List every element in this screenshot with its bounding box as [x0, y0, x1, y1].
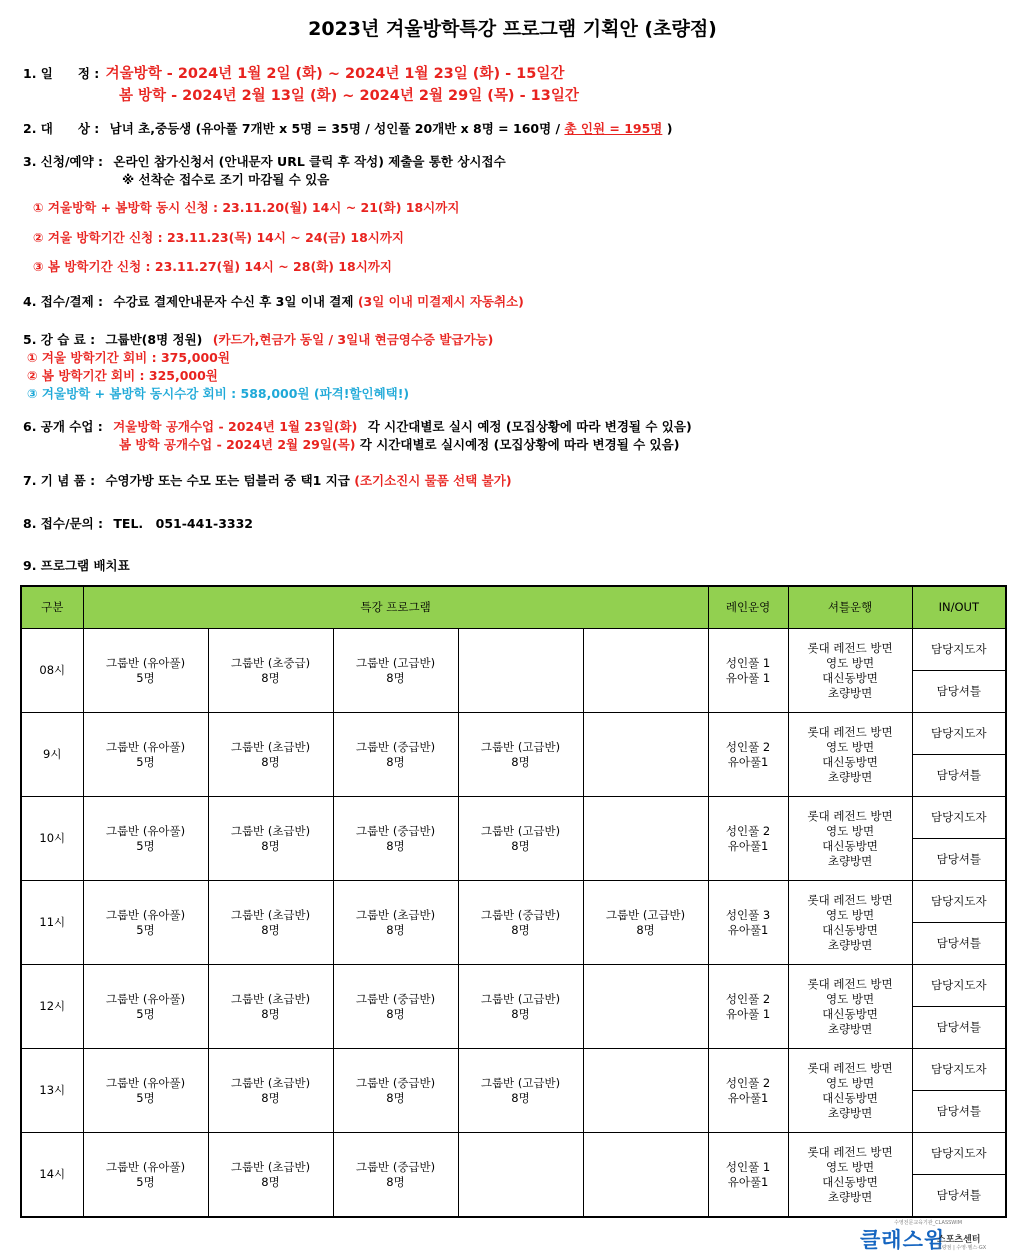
program-cell: [458, 797, 583, 881]
program-cell: [333, 1049, 458, 1133]
section-open-class: [23, 417, 692, 435]
io-instructor: 담당지도자: [912, 713, 1006, 755]
program-cell: [83, 1133, 208, 1218]
lane-cell: [708, 629, 788, 713]
program-name: 그룹반 (초급반): [230, 823, 311, 838]
shuttle-route: 대신동방면: [822, 1090, 878, 1105]
program-cell: [458, 881, 583, 965]
target-total: 총 인원 = 195명: [564, 121, 663, 136]
io-shuttle: 담당셔틀: [912, 923, 1006, 965]
program-name: 그룹반 (초급반): [230, 1075, 311, 1090]
program-name: 그룹반 (중급반): [355, 1159, 436, 1174]
shuttle-route: 롯대 레전드 방면: [807, 640, 893, 655]
io-instructor: 담당지도자: [912, 881, 1006, 923]
fee-note: (카드가,현금가 동일 / 3일내 현금영수증 발급가능): [212, 332, 494, 347]
program-cell: [208, 629, 333, 713]
program-name: 그룹반 (중급반): [355, 823, 436, 838]
fee-text: 그룹반(8명 정원): [105, 332, 203, 347]
program-capacity: 8명: [511, 1006, 530, 1021]
program-cell: [458, 713, 583, 797]
program-name: 그룹반 (초급반): [230, 907, 311, 922]
program-name: 그룹반 (유아풀): [105, 739, 186, 754]
fee-label: 5. 강 습 료 :: [23, 332, 96, 347]
program-capacity: 8명: [511, 922, 530, 937]
contact-phone: TEL. 051-441-3332: [113, 516, 254, 531]
program-capacity: 5명: [136, 922, 155, 937]
fee-spring: ② 봄 방학기간 회비 : 325,000원: [27, 368, 218, 383]
program-cell: [83, 881, 208, 965]
shuttle-route: 초량방면: [827, 1189, 873, 1204]
program-capacity: 5명: [136, 1090, 155, 1105]
program-name: 그룹반 (고급반): [480, 991, 561, 1006]
program-cell: [458, 1133, 583, 1218]
time-cell: 11시: [21, 881, 83, 965]
program-capacity: 8명: [261, 1174, 280, 1189]
fee-both: ③ 겨울방학 + 봄방학 동시수강 회비 : 588,000원 (파격!할인혜택!): [27, 386, 410, 401]
program-cell: [583, 965, 708, 1049]
section-program-table-label: 9. 프로그램 배치표: [23, 558, 130, 573]
program-cell: [333, 1133, 458, 1218]
program-capacity: 5명: [136, 754, 155, 769]
lane-cell: [708, 797, 788, 881]
program-capacity: 8명: [386, 1090, 405, 1105]
logo-branch: 초량점 | 수영·헬스·GX: [937, 1245, 987, 1251]
logo-sub: 스포츠센터: [937, 1235, 981, 1245]
open-class-winter-note: 각 시간대별로 실시 예정 (모집상황에 따라 변경될 수 있음): [367, 419, 692, 434]
logo-tagline: 수영전문교육기관_CLASSWIM: [894, 1220, 963, 1226]
target-label: 2. 대 상 :: [23, 121, 100, 136]
program-capacity: 8명: [636, 922, 655, 937]
shuttle-route: 영도 방면: [826, 823, 875, 838]
payment-note: (3일 이내 미결제시 자동취소): [357, 294, 524, 309]
shuttle-cell: [788, 1133, 912, 1218]
header-program: 특강 프로그램: [83, 586, 708, 629]
program-name: 그룹반 (초급반): [230, 991, 311, 1006]
program-name: 그룹반 (유아풀): [105, 655, 186, 670]
io-shuttle: 담당셔틀: [912, 1175, 1006, 1218]
program-cell: [333, 881, 458, 965]
shuttle-route: 대신동방면: [822, 1006, 878, 1021]
header-inout: IN/OUT: [912, 586, 1006, 629]
program-cell: [583, 1133, 708, 1218]
open-class-spring-note: 각 시간대별로 실시예정 (모집상황에 따라 변경될 수 있음): [359, 437, 680, 452]
program-capacity: 8명: [386, 754, 405, 769]
lane-cell: [708, 965, 788, 1049]
program-cell: [333, 797, 458, 881]
shuttle-route: 초량방면: [827, 1021, 873, 1036]
table-row: [21, 881, 1006, 923]
program-name: 그룹반 (고급반): [605, 907, 686, 922]
program-name: 그룹반 (고급반): [480, 739, 561, 754]
io-instructor: 담당지도자: [912, 797, 1006, 839]
payment-label: 4. 접수/결제 :: [23, 294, 104, 309]
program-capacity: 8명: [511, 1090, 530, 1105]
shuttle-route: 롯대 레전드 방면: [807, 1060, 893, 1075]
program-cell: [83, 629, 208, 713]
shuttle-route: 영도 방면: [826, 1159, 875, 1174]
program-cell: [333, 965, 458, 1049]
payment-text: 수강료 결제안내문자 수신 후 3일 이내 결제: [113, 294, 354, 309]
program-cell: [208, 797, 333, 881]
program-cell: [208, 713, 333, 797]
application-note: ※ 선착순 접수로 조기 마감될 수 있음: [122, 172, 330, 187]
application-text: 온라인 참가신청서 (안내문자 URL 클릭 후 작성) 제출을 통한 상시접수: [113, 154, 506, 169]
program-name: 그룹반 (중급반): [480, 907, 561, 922]
program-capacity: 8명: [261, 838, 280, 853]
center-logo: [860, 1222, 1000, 1252]
time-cell: 13시: [21, 1049, 83, 1133]
program-cell: [583, 881, 708, 965]
io-shuttle: 담당셔틀: [912, 839, 1006, 881]
program-cell: [333, 713, 458, 797]
section-schedule: [23, 62, 564, 83]
contact-label: 8. 접수/문의 :: [23, 516, 104, 531]
program-capacity: 8명: [386, 670, 405, 685]
lane-line: 유아풀1: [727, 922, 769, 937]
shuttle-route: 대신동방면: [822, 1174, 878, 1189]
shuttle-cell: [788, 797, 912, 881]
lane-line: 유아풀1: [727, 1174, 769, 1189]
table-row: [21, 1049, 1006, 1091]
program-cell: [458, 629, 583, 713]
program-cell: [583, 797, 708, 881]
program-capacity: 8명: [261, 1090, 280, 1105]
header-category: 구분: [21, 586, 83, 629]
io-instructor: 담당지도자: [912, 1049, 1006, 1091]
program-name: 그룹반 (고급반): [480, 823, 561, 838]
lane-line: 성인풀 2: [725, 991, 771, 1006]
time-cell: 12시: [21, 965, 83, 1049]
shuttle-route: 초량방면: [827, 1105, 873, 1120]
program-name: 그룹반 (중급반): [355, 739, 436, 754]
section-schedule-line2: [119, 84, 579, 105]
lane-line: 유아풀1: [727, 838, 769, 853]
section-payment: [23, 292, 524, 310]
target-close: ): [666, 121, 673, 136]
target-text: 남녀 초,중등생 (유아풀 7개반 x 5명 = 35명 / 성인풀 20개반 x 8명 = 160명 /: [109, 121, 561, 136]
lane-line: 유아풀1: [727, 754, 769, 769]
program-name: 그룹반 (고급반): [480, 1075, 561, 1090]
program-capacity: 5명: [136, 670, 155, 685]
program-cell: [83, 1049, 208, 1133]
shuttle-route: 초량방면: [827, 937, 873, 952]
io-instructor: 담당지도자: [912, 965, 1006, 1007]
section-open-class-line2: [119, 435, 679, 453]
program-name: 그룹반 (초중급): [230, 655, 311, 670]
section-fee: [23, 330, 493, 348]
io-shuttle: 담당셔틀: [912, 755, 1006, 797]
shuttle-cell: [788, 1049, 912, 1133]
program-name: 그룹반 (유아풀): [105, 1159, 186, 1174]
program-capacity: 8명: [386, 838, 405, 853]
table-row: [21, 1133, 1006, 1175]
shuttle-route: 영도 방면: [826, 991, 875, 1006]
lane-line: 성인풀 2: [725, 823, 771, 838]
lane-line: 성인풀 1: [725, 1159, 771, 1174]
program-cell: [458, 965, 583, 1049]
shuttle-route: 롯대 레전드 방면: [807, 724, 893, 739]
application-item-3: ③ 봄 방학기간 신청 : 23.11.27(월) 14시 ~ 28(화) 18시까지: [33, 259, 392, 274]
time-cell: 9시: [21, 713, 83, 797]
fee-winter: ① 겨울 방학기간 회비 : 375,000원: [27, 350, 230, 365]
program-cell: [583, 1049, 708, 1133]
program-cell: [208, 965, 333, 1049]
program-name: 그룹반 (초급반): [230, 1159, 311, 1174]
shuttle-route: 롯대 레전드 방면: [807, 976, 893, 991]
program-capacity: 8명: [511, 754, 530, 769]
open-class-winter: 겨울방학 공개수업 - 2024년 1월 23일(화): [113, 419, 358, 434]
program-name: 그룹반 (유아풀): [105, 991, 186, 1006]
section-application: [23, 152, 506, 170]
schedule-label: 1. 일 정 :: [23, 66, 100, 81]
spring-dates: 봄 방학 - 2024년 2월 13일 (화) ~ 2024년 2월 29일 (목) - 13일간: [119, 88, 579, 104]
lane-cell: [708, 713, 788, 797]
program-cell: [333, 629, 458, 713]
time-cell: 10시: [21, 797, 83, 881]
gift-label: 7. 기 념 품 :: [23, 473, 96, 488]
program-name: 그룹반 (유아풀): [105, 1075, 186, 1090]
shuttle-route: 영도 방면: [826, 739, 875, 754]
program-capacity: 8명: [261, 1006, 280, 1021]
program-capacity: 8명: [511, 838, 530, 853]
shuttle-route: 초량방면: [827, 769, 873, 784]
section-target: [23, 119, 672, 137]
lane-cell: [708, 1049, 788, 1133]
lane-line: 성인풀 1: [725, 655, 771, 670]
io-shuttle: 담당셔틀: [912, 1091, 1006, 1133]
program-capacity: 5명: [136, 1006, 155, 1021]
program-cell: [208, 1133, 333, 1218]
program-cell: [83, 965, 208, 1049]
program-cell: [583, 629, 708, 713]
program-name: 그룹반 (고급반): [355, 655, 436, 670]
time-cell: 08시: [21, 629, 83, 713]
program-capacity: 5명: [136, 1174, 155, 1189]
open-class-label: 6. 공개 수업 :: [23, 419, 103, 434]
program-cell: [83, 797, 208, 881]
table-row: [21, 965, 1006, 1007]
time-cell: 14시: [21, 1133, 83, 1218]
program-cell: [83, 713, 208, 797]
program-name: 그룹반 (유아풀): [105, 907, 186, 922]
program-cell: [583, 713, 708, 797]
lane-line: 유아풀1: [727, 1090, 769, 1105]
program-cell: [208, 881, 333, 965]
shuttle-route: 롯대 레전드 방면: [807, 1144, 893, 1159]
header-shuttle: 셔틀운행: [788, 586, 912, 629]
shuttle-route: 초량방면: [827, 853, 873, 868]
program-capacity: 8명: [261, 670, 280, 685]
program-name: 그룹반 (중급반): [355, 991, 436, 1006]
header-lane: 레인운영: [708, 586, 788, 629]
lane-line: 성인풀 3: [725, 907, 771, 922]
application-item-2: ② 겨울 방학기간 신청 : 23.11.23(목) 14시 ~ 24(금) 18시까지: [33, 230, 404, 245]
application-item-1: ① 겨울방학 + 봄방학 동시 신청 : 23.11.20(월) 14시 ~ 21(화) 18시까지: [33, 200, 460, 215]
application-label: 3. 신청/예약 :: [23, 154, 104, 169]
document-title: 2023년 겨울방학특강 프로그램 기획안 (초량점): [308, 18, 717, 40]
program-capacity: 8명: [261, 754, 280, 769]
program-capacity: 8명: [386, 922, 405, 937]
open-class-spring: 봄 방학 공개수업 - 2024년 2월 29일(목): [119, 437, 356, 452]
shuttle-route: 초량방면: [827, 685, 873, 700]
program-name: 그룹반 (중급반): [355, 1075, 436, 1090]
program-name: 그룹반 (유아풀): [105, 823, 186, 838]
table-row: [21, 797, 1006, 839]
shuttle-cell: [788, 881, 912, 965]
gift-note: (조기소진시 물품 선택 불가): [354, 473, 512, 488]
shuttle-route: 대신동방면: [822, 754, 878, 769]
lane-line: 성인풀 2: [725, 739, 771, 754]
program-capacity: 8명: [261, 922, 280, 937]
program-capacity: 8명: [386, 1006, 405, 1021]
lane-cell: [708, 1133, 788, 1218]
shuttle-cell: [788, 629, 912, 713]
table-row: [21, 629, 1006, 671]
io-instructor: 담당지도자: [912, 629, 1006, 671]
lane-line: 유아풀 1: [725, 670, 771, 685]
shuttle-cell: [788, 713, 912, 797]
table-header-row: [21, 586, 1006, 629]
shuttle-route: 대신동방면: [822, 922, 878, 937]
program-capacity: 8명: [386, 1174, 405, 1189]
shuttle-route: 영도 방면: [826, 655, 875, 670]
logo-main: 클래스윔: [860, 1228, 946, 1252]
shuttle-route: 대신동방면: [822, 670, 878, 685]
section-contact: [23, 514, 253, 532]
table-row: [21, 713, 1006, 755]
lane-cell: [708, 881, 788, 965]
program-cell: [208, 1049, 333, 1133]
shuttle-route: 롯대 레전드 방면: [807, 892, 893, 907]
program-name: 그룹반 (초급반): [230, 739, 311, 754]
shuttle-cell: [788, 965, 912, 1049]
io-instructor: 담당지도자: [912, 1133, 1006, 1175]
shuttle-route: 영도 방면: [826, 907, 875, 922]
shuttle-route: 롯대 레전드 방면: [807, 808, 893, 823]
gift-text: 수영가방 또는 수모 또는 텀블러 중 택1 지급: [105, 473, 350, 488]
lane-line: 유아풀 1: [725, 1006, 771, 1021]
io-shuttle: 담당셔틀: [912, 1007, 1006, 1049]
shuttle-route: 대신동방면: [822, 838, 878, 853]
winter-dates: 겨울방학 - 2024년 1월 2일 (화) ~ 2024년 1월 23일 (화) - 15일간: [105, 66, 565, 82]
shuttle-route: 영도 방면: [826, 1075, 875, 1090]
program-name: 그룹반 (초급반): [355, 907, 436, 922]
lane-line: 성인풀 2: [725, 1075, 771, 1090]
program-capacity: 5명: [136, 838, 155, 853]
section-gift: [23, 471, 512, 489]
program-cell: [458, 1049, 583, 1133]
program-schedule-table: [20, 585, 1007, 1218]
io-shuttle: 담당셔틀: [912, 671, 1006, 713]
